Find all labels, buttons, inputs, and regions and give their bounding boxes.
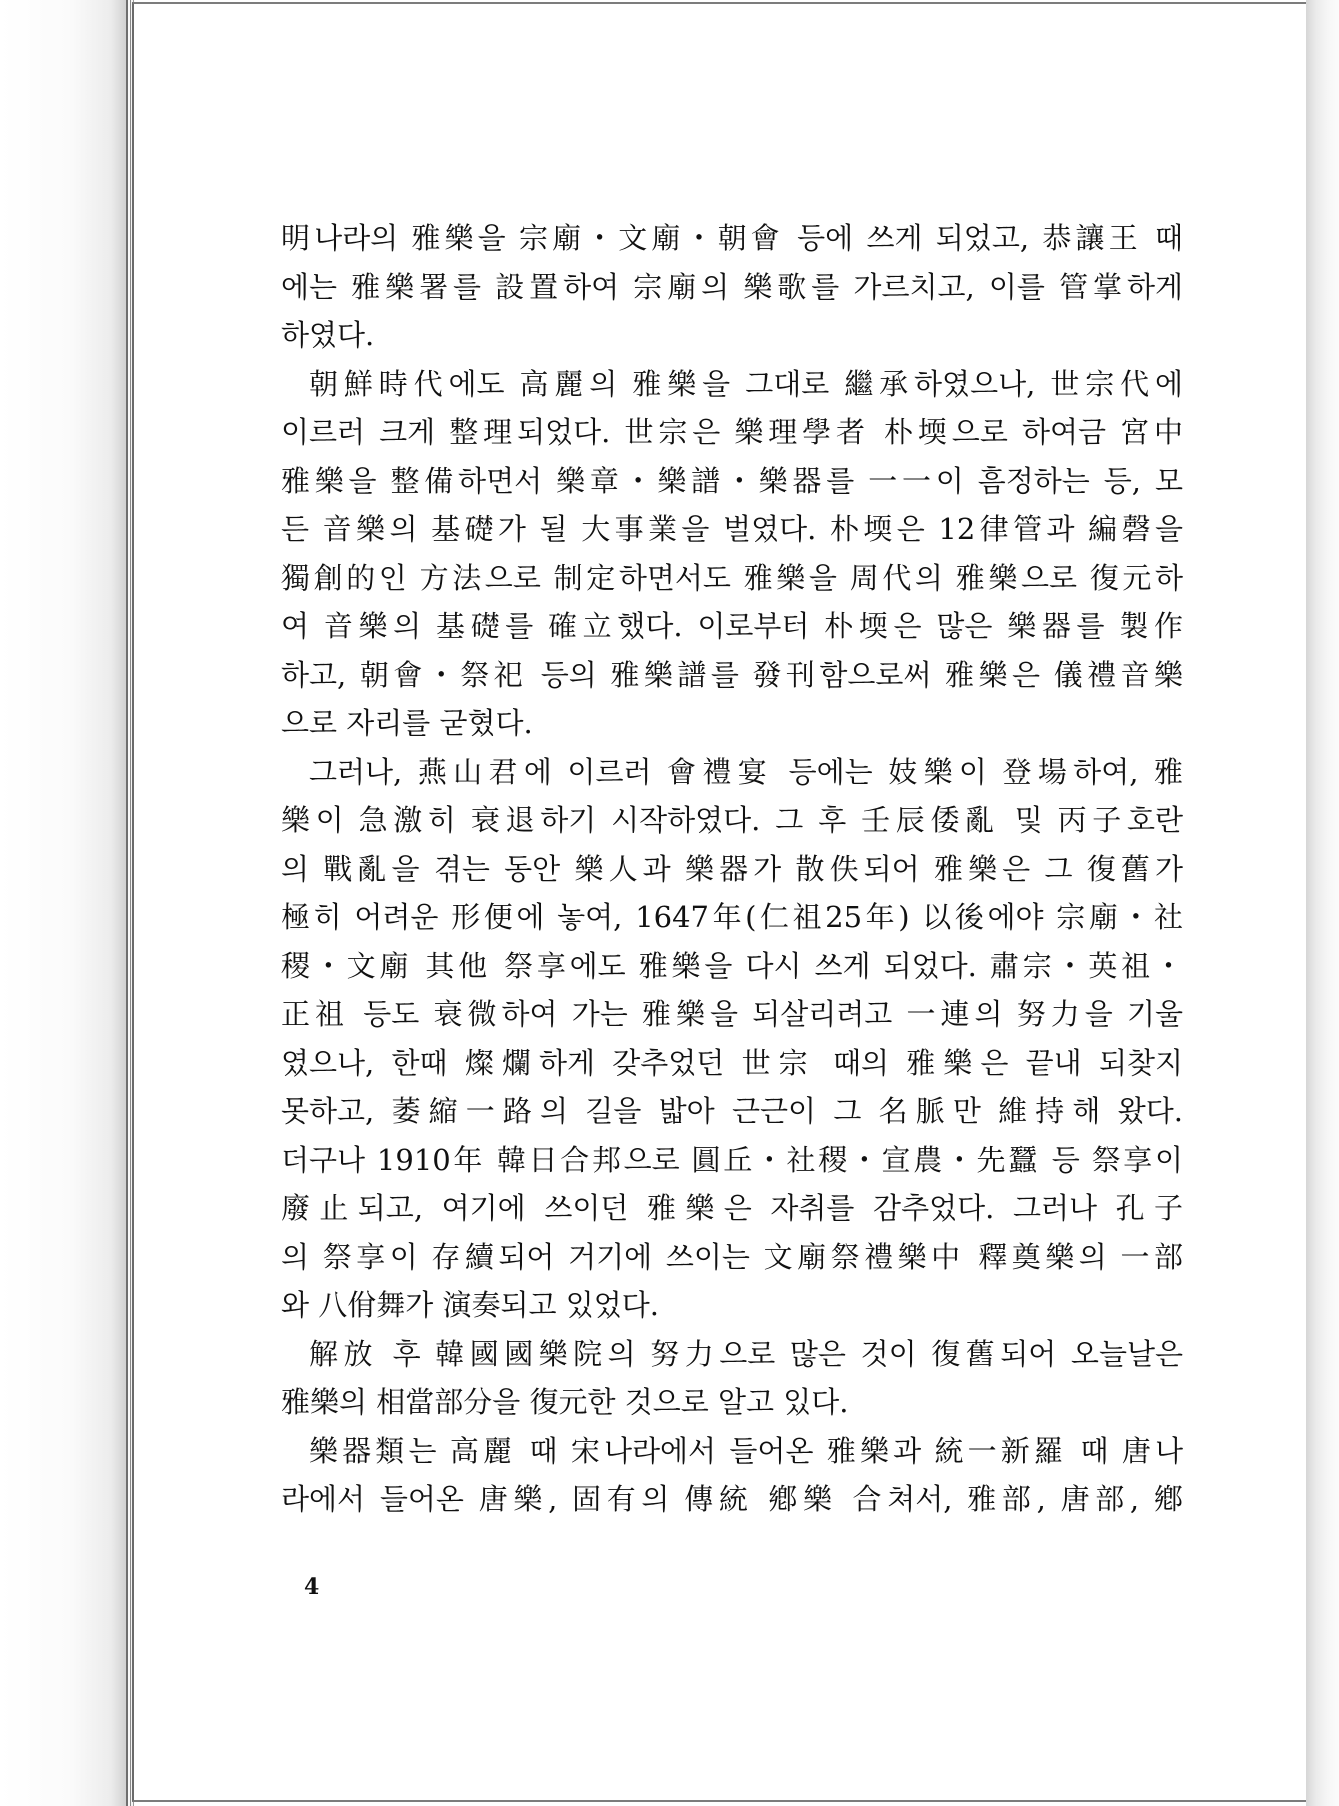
text-line: 正祖 등도 衰微하여 가는 雅樂을 되살리려고 一連의 努力을 기울 bbox=[281, 997, 1183, 1031]
text-line: 하고, 朝會・祭祀 등의 雅樂譜를 發刊함으로써 雅樂은 儀禮音樂 bbox=[281, 657, 1183, 692]
text-line: 解放 후 韓國國樂院의 努力으로 많은 것이 復舊되어 오늘날은 bbox=[309, 1336, 1183, 1371]
text-line: 더구나 1910年 韓日合邦으로 圓丘・社稷・宣農・先蠶 등 祭享이 bbox=[281, 1142, 1183, 1177]
text-line: 든 音樂의 基礎가 될 大事業을 벌였다. 朴堧은 12律管과 編磬을 bbox=[281, 512, 1183, 546]
text-line: 의 戰亂을 겪는 동안 樂人과 樂器가 散佚되어 雅樂은 그 復舊가 bbox=[281, 851, 1183, 886]
text-line: 이르러 크게 整理되었다. 世宗은 樂理學者 朴堧으로 하여금 宮中 bbox=[281, 415, 1183, 449]
text-line: 못하고, 萎縮一路의 길을 밟아 근근이 그 名脈만 維持해 왔다. bbox=[281, 1094, 1183, 1128]
text-line: 明나라의 雅樂을 宗廟・文廟・朝會 등에 쓰게 되었고, 恭讓王 때 bbox=[281, 221, 1183, 255]
text-line: 獨創的인 方法으로 制定하면서도 雅樂을 周代의 雅樂으로 復元하 bbox=[281, 560, 1183, 595]
text-line: 으로 자리를 굳혔다. bbox=[281, 706, 533, 740]
text-line: 의 祭享이 存續되어 거기에 쓰이는 文廟祭禮樂中 釋奠樂의 一部 bbox=[281, 1239, 1183, 1274]
text-line: 極히 어려운 形便에 놓여, 1647年(仁祖25年) 以後에야 宗廟・社 bbox=[281, 900, 1183, 934]
text-line: 樂器類는 高麗 때 宋나라에서 들어온 雅樂과 統一新羅 때 唐나 bbox=[309, 1433, 1183, 1468]
page-body-text bbox=[281, 214, 1183, 1524]
text-line: 雅樂을 整備하면서 樂章・樂譜・樂器를 一一이 흠정하는 등, 모 bbox=[281, 463, 1183, 498]
page-number: 4 bbox=[304, 1574, 320, 1600]
text-line: 여 音樂의 基礎를 確立했다. 이로부터 朴堧은 많은 樂器를 製作 bbox=[281, 609, 1183, 643]
text-line: 와 八佾舞가 演奏되고 있었다. bbox=[281, 1288, 659, 1322]
text-line: 稷・文廟 其他 祭享에도 雅樂을 다시 쓰게 되었다. 肅宗・英祖・ bbox=[281, 948, 1183, 983]
text-line: 하였다. bbox=[281, 318, 375, 352]
text-line: 그러나, 燕山君에 이르러 會禮宴 등에는 妓樂이 登場하여, 雅 bbox=[309, 754, 1183, 789]
text-line: 朝鮮時代에도 高麗의 雅樂을 그대로 繼承하였으나, 世宗代에 bbox=[309, 366, 1183, 401]
text-line: 였으나, 한때 燦爛하게 갖추었던 世宗 때의 雅樂은 끝내 되찾지 bbox=[281, 1045, 1183, 1080]
text-line: 樂이 急激히 衰退하기 시작하였다. 그 후 壬辰倭亂 및 丙子호란 bbox=[281, 803, 1183, 837]
viewer-background-right bbox=[1306, 0, 1339, 1806]
text-line: 雅樂의 相當部分을 復元한 것으로 알고 있다. bbox=[281, 1385, 849, 1419]
text-line: 라에서 들어온 唐樂, 固有의 傳統 鄕樂 合쳐서, 雅部, 唐部, 鄕 bbox=[281, 1482, 1183, 1516]
viewer-background-left bbox=[0, 0, 126, 1806]
text-line: 에는 雅樂署를 設置하여 宗廟의 樂歌를 가르치고, 이를 管掌하게 bbox=[281, 269, 1183, 304]
text-line: 廢止되고, 여기에 쓰이던 雅樂은 자취를 감추었다. 그러나 孔子 bbox=[281, 1191, 1183, 1225]
